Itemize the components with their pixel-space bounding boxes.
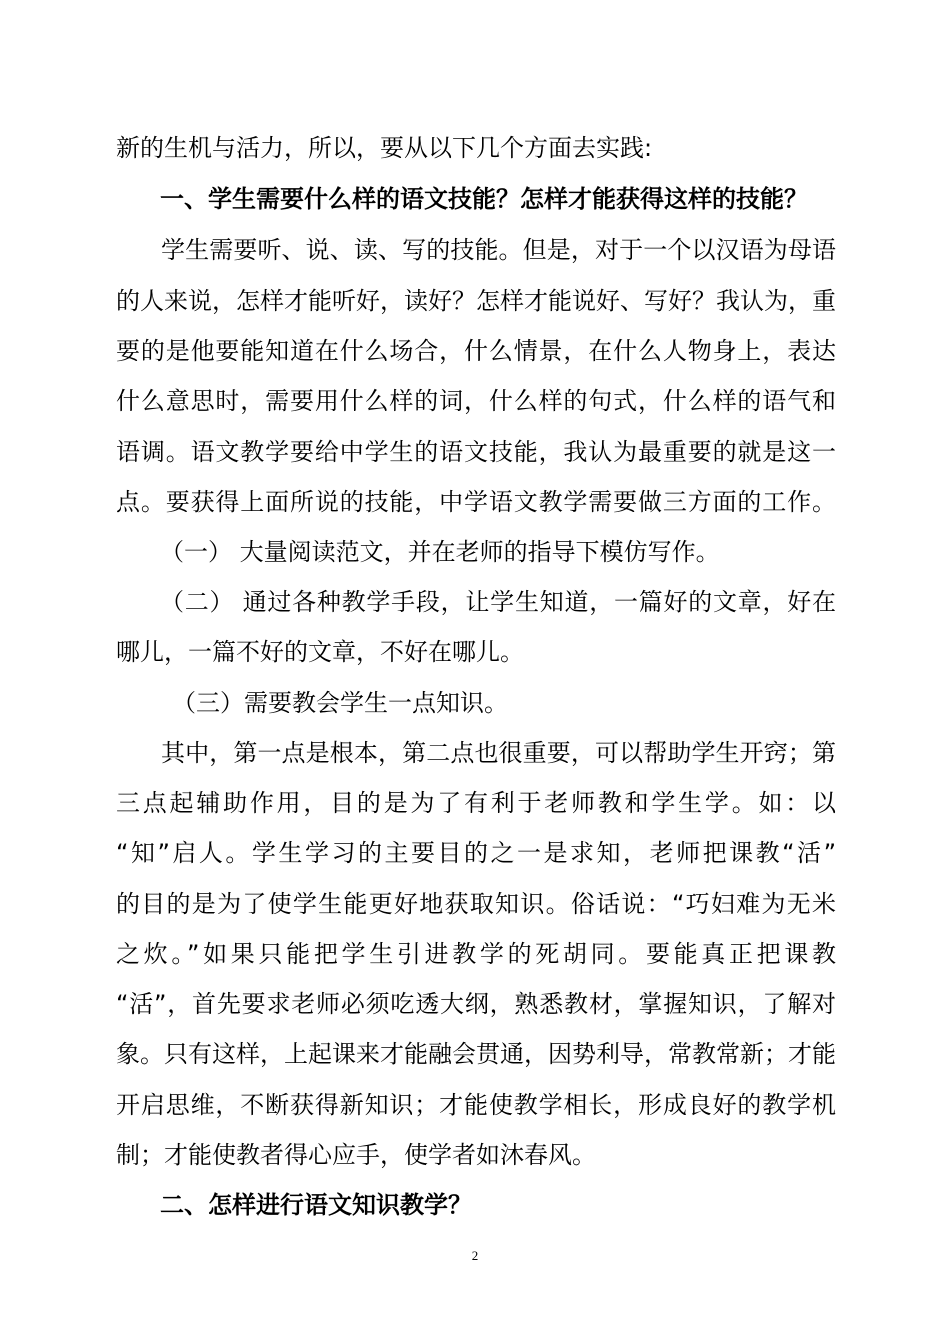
paragraph-line-4: 的人来说，怎样才能听好，读好？怎样才能说好、写好？我认为，重 — [116, 287, 836, 315]
paragraph-line-15: “知”启人。学生学习的主要目的之一是求知，老师把课教“活” — [116, 839, 836, 867]
list-item-2-cont: 哪儿，一篇不好的文章，不好在哪儿。 — [116, 638, 524, 666]
paragraph-line-6: 什么意思时，需要用什么样的词，什么样的句式，什么样的语气和 — [116, 387, 836, 415]
paragraph-line-19: 象。只有这样，上起课来才能融会贯通，因势利导，常教常新；才能 — [116, 1040, 836, 1068]
page-number: 2 — [471, 1248, 479, 1263]
paragraph-line-1: 新的生机与活力，所以，要从以下几个方面去实践: — [116, 134, 653, 162]
section-heading-1: 一、学生需要什么样的语文技能？怎样才能获得这样的技能？ — [160, 185, 808, 213]
paragraph-line-14: 三点起辅助作用，目的是为了有利于老师教和学生学。如：以 — [116, 789, 836, 817]
paragraph-line-16: 的目的是为了使学生能更好地获取知识。俗话说：“巧妇难为无米 — [116, 890, 836, 918]
paragraph-line-3: 学生需要听、说、读、写的技能。但是，对于一个以汉语为母语 — [161, 236, 836, 264]
paragraph-line-18: “活”，首先要求老师必须吃透大纲，熟悉教材，掌握知识，了解对 — [116, 990, 836, 1018]
section-heading-2: 二、怎样进行语文知识教学？ — [160, 1191, 472, 1219]
paragraph-line-20: 开启思维，不断获得新知识；才能使教学相长，形成良好的教学机 — [116, 1091, 836, 1119]
paragraph-line-7: 语调。语文教学要给中学生的语文技能，我认为最重要的就是这一 — [116, 438, 836, 466]
list-item-2: （二） 通过各种教学手段，让学生知道，一篇好的文章，好在 — [160, 588, 836, 616]
paragraph-line-13: 其中，第一点是根本，第二点也很重要，可以帮助学生开窍；第 — [161, 739, 836, 767]
paragraph-line-21: 制；才能使教者得心应手，使学者如沐春风。 — [116, 1141, 596, 1169]
paragraph-line-8: 点。要获得上面所说的技能，中学语文教学需要做三方面的工作。 — [116, 488, 836, 516]
paragraph-line-17: 之炊。”如果只能把学生引进教学的死胡同。要能真正把课教 — [116, 940, 836, 968]
list-item-3: （三）需要教会学生一点知识。 — [172, 689, 508, 717]
list-item-1: （一） 大量阅读范文，并在老师的指导下模仿写作。 — [160, 538, 720, 566]
paragraph-line-5: 要的是他要能知道在什么场合，什么情景，在什么人物身上，表达 — [116, 337, 836, 365]
